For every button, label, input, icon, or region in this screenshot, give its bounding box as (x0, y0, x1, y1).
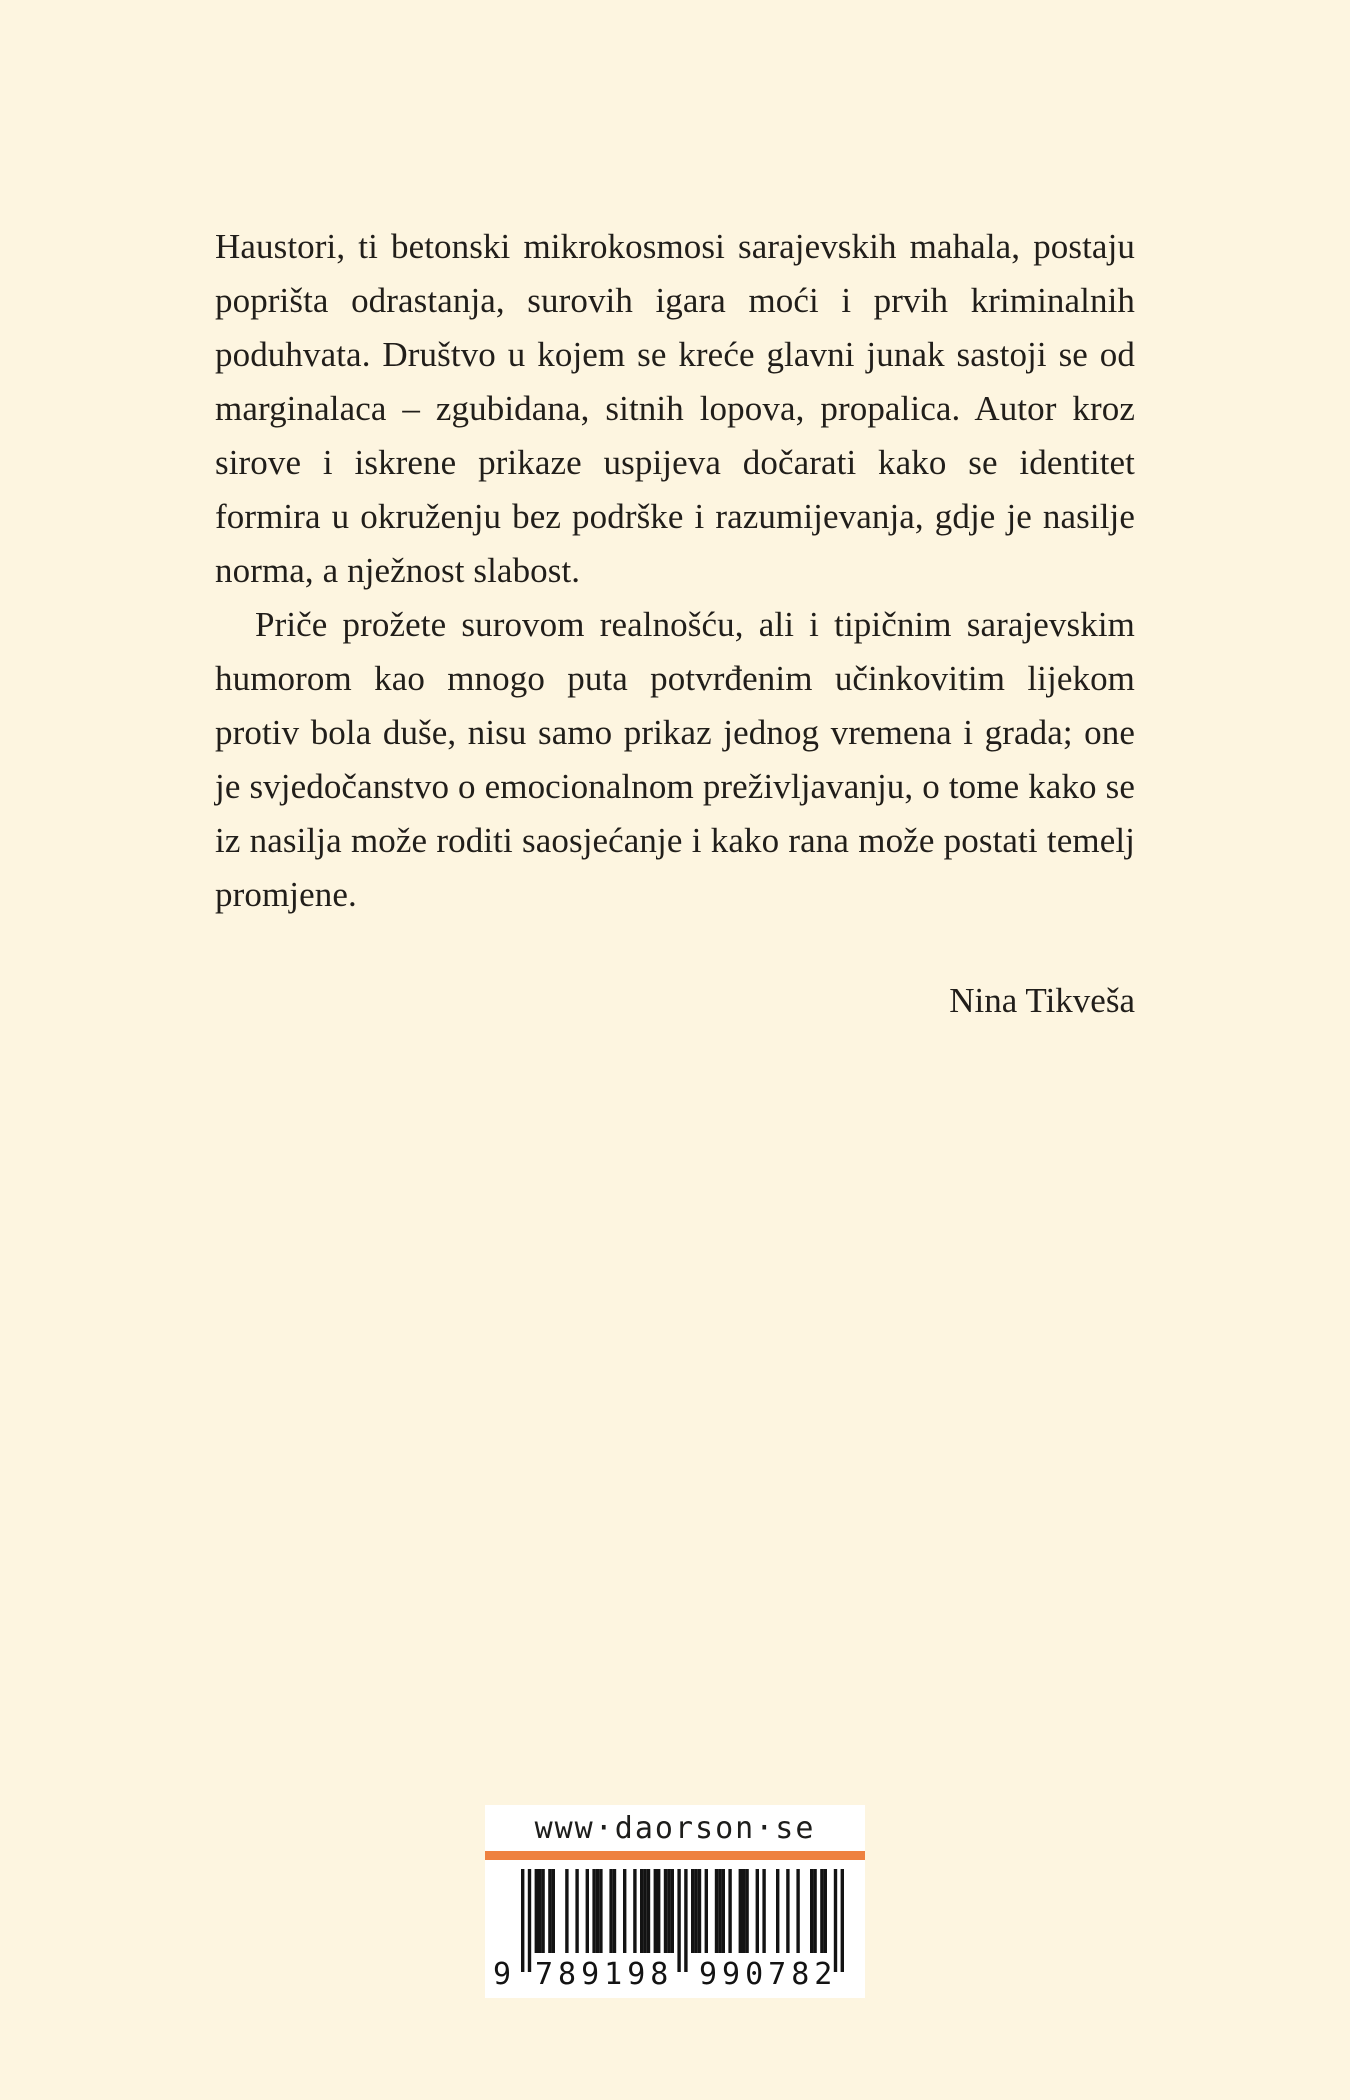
isbn-digit-lead: 9 (493, 1957, 517, 1992)
publisher-url: www·daorson·se (534, 1810, 816, 1846)
blurb-paragraph-2: Priče prožete surovom realnošću, ali i tipičnim sarajevskim humorom kao mnogo puta potvrđenim učinkovitim lijekom protiv bola duše, nisu samo prikaz jednog vremena i grada; one je svjedočanstvo o emocionalnom preživljavanju, o tome kako se iz nasilja može roditi saosjećanje i kako rana može postati temelj promjene. (215, 605, 1135, 914)
orange-divider-rule (485, 1851, 865, 1860)
isbn-digit-group-1: 789198 (535, 1957, 674, 1992)
blurb-text-block (215, 220, 1135, 1028)
author-name: Nina Tikveša (949, 981, 1135, 1020)
blurb-paragraph-1: Haustori, ti betonski mikrokosmosi sarajevskih mahala, postaju poprišta odrastanja, surovih igara moći i prvih kriminalnih poduhvata. Društvo u kojem se kreće glavni junak sastoji se od marginalaca – zgubidana, sitnih lopova, propalica. Autor kroz sirove i iskrene prikaze uspijeva dočarati kako se identitet formira u okruženju bez podrške i razumijevanja, gdje je nasilje norma, a nježnost slabost. (215, 227, 1135, 590)
barcode-panel (485, 1805, 865, 1998)
isbn-digit-group-2: 990782 (699, 1957, 838, 1992)
